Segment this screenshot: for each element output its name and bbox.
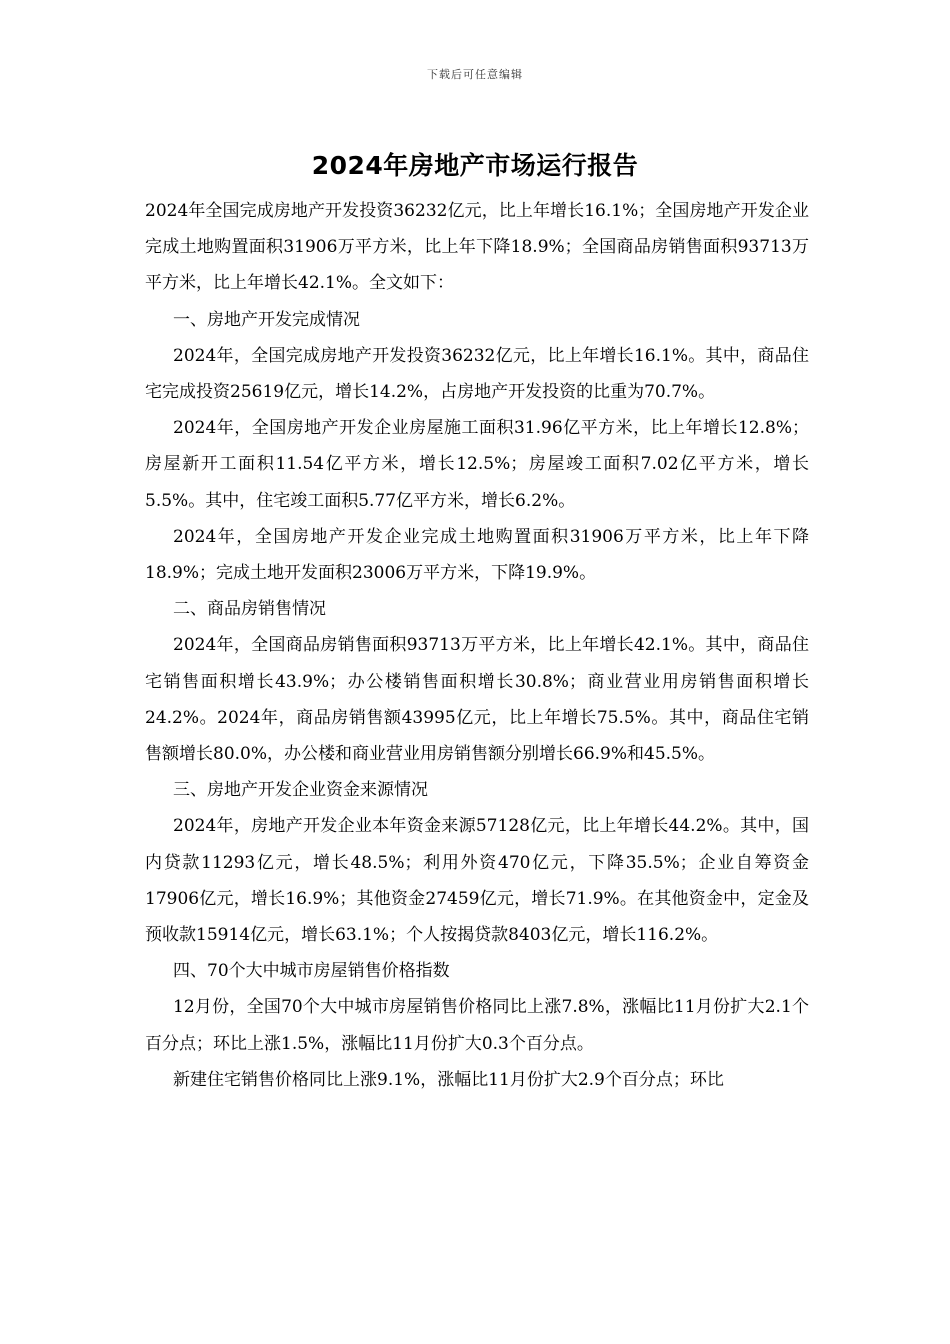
section-heading-funding: 三、房地产开发企业资金来源情况 <box>173 780 428 801</box>
paragraph-new-housing-price: 新建住宅销售价格同比上涨9.1%，涨幅比11月份扩大2.9个百分点；环比 <box>173 1069 724 1090</box>
paragraph-funding: 2024年，房地产开发企业本年资金来源57128亿元，比上年增长44.2%。其中，国内贷款11293亿元，增长48.5%；利用外资470亿元，下降35.5%；企业自筹资金17906亿元，增长16.9%；其他资金27459亿元，增长71.9%。在其他资金中，定金及预收款15914亿元，增长63.1%；个人按揭贷款8403亿元，增长116.2%。 <box>145 816 809 946</box>
section-heading-development: 一、房地产开发完成情况 <box>173 309 360 330</box>
paragraph-summary: 2024年全国完成房地产开发投资36232亿元，比上年增长16.1%；全国房地产开发企业完成土地购置面积31906万平方米，比上年下降18.9%；全国商品房销售面积93713万平方米，比上年增长42.1%。全文如下： <box>145 201 809 294</box>
paragraph-price-index: 12月份，全国70个大中城市房屋销售价格同比上涨7.8%，涨幅比11月份扩大2.1个百分点；环比上涨1.5%，涨幅比11月份扩大0.3个百分点。 <box>145 997 809 1054</box>
document-title: 2024年房地产市场运行报告 <box>311 151 639 180</box>
header-note: 下载后可任意编辑 <box>427 68 523 81</box>
paragraph-sales: 2024年，全国商品房销售面积93713万平方米，比上年增长42.1%。其中，商品住宅销售面积增长43.9%；办公楼销售面积增长30.8%；商业营业用房销售面积增长24.2%。2024年，商品房销售额43995亿元，比上年增长75.5%。其中，商品住宅销售额增长80.0%，办公楼和商业营业用房销售额分别增长66.9%和45.5%。 <box>145 635 809 765</box>
section-heading-price-index: 四、70个大中城市房屋销售价格指数 <box>173 961 450 982</box>
section-heading-sales: 二、商品房销售情况 <box>173 599 326 620</box>
paragraph-land-purchase: 2024年，全国房地产开发企业完成土地购置面积31906万平方米，比上年下降18.9%；完成土地开发面积23006万平方米，下降19.9%。 <box>145 526 809 584</box>
paragraph-construction-area: 2024年，全国房地产开发企业房屋施工面积31.96亿平方米，比上年增长12.8%；房屋新开工面积11.54亿平方米，增长12.5%；房屋竣工面积7.02亿平方米，增长5.5%。其中，住宅竣工面积5.77亿平方米，增长6.2%。 <box>145 418 809 511</box>
paragraph-investment: 2024年，全国完成房地产开发投资36232亿元，比上年增长16.1%。其中，商品住宅完成投资25619亿元，增长14.2%，占房地产开发投资的比重为70.7%。 <box>145 345 809 403</box>
document-body <box>145 193 809 1098</box>
